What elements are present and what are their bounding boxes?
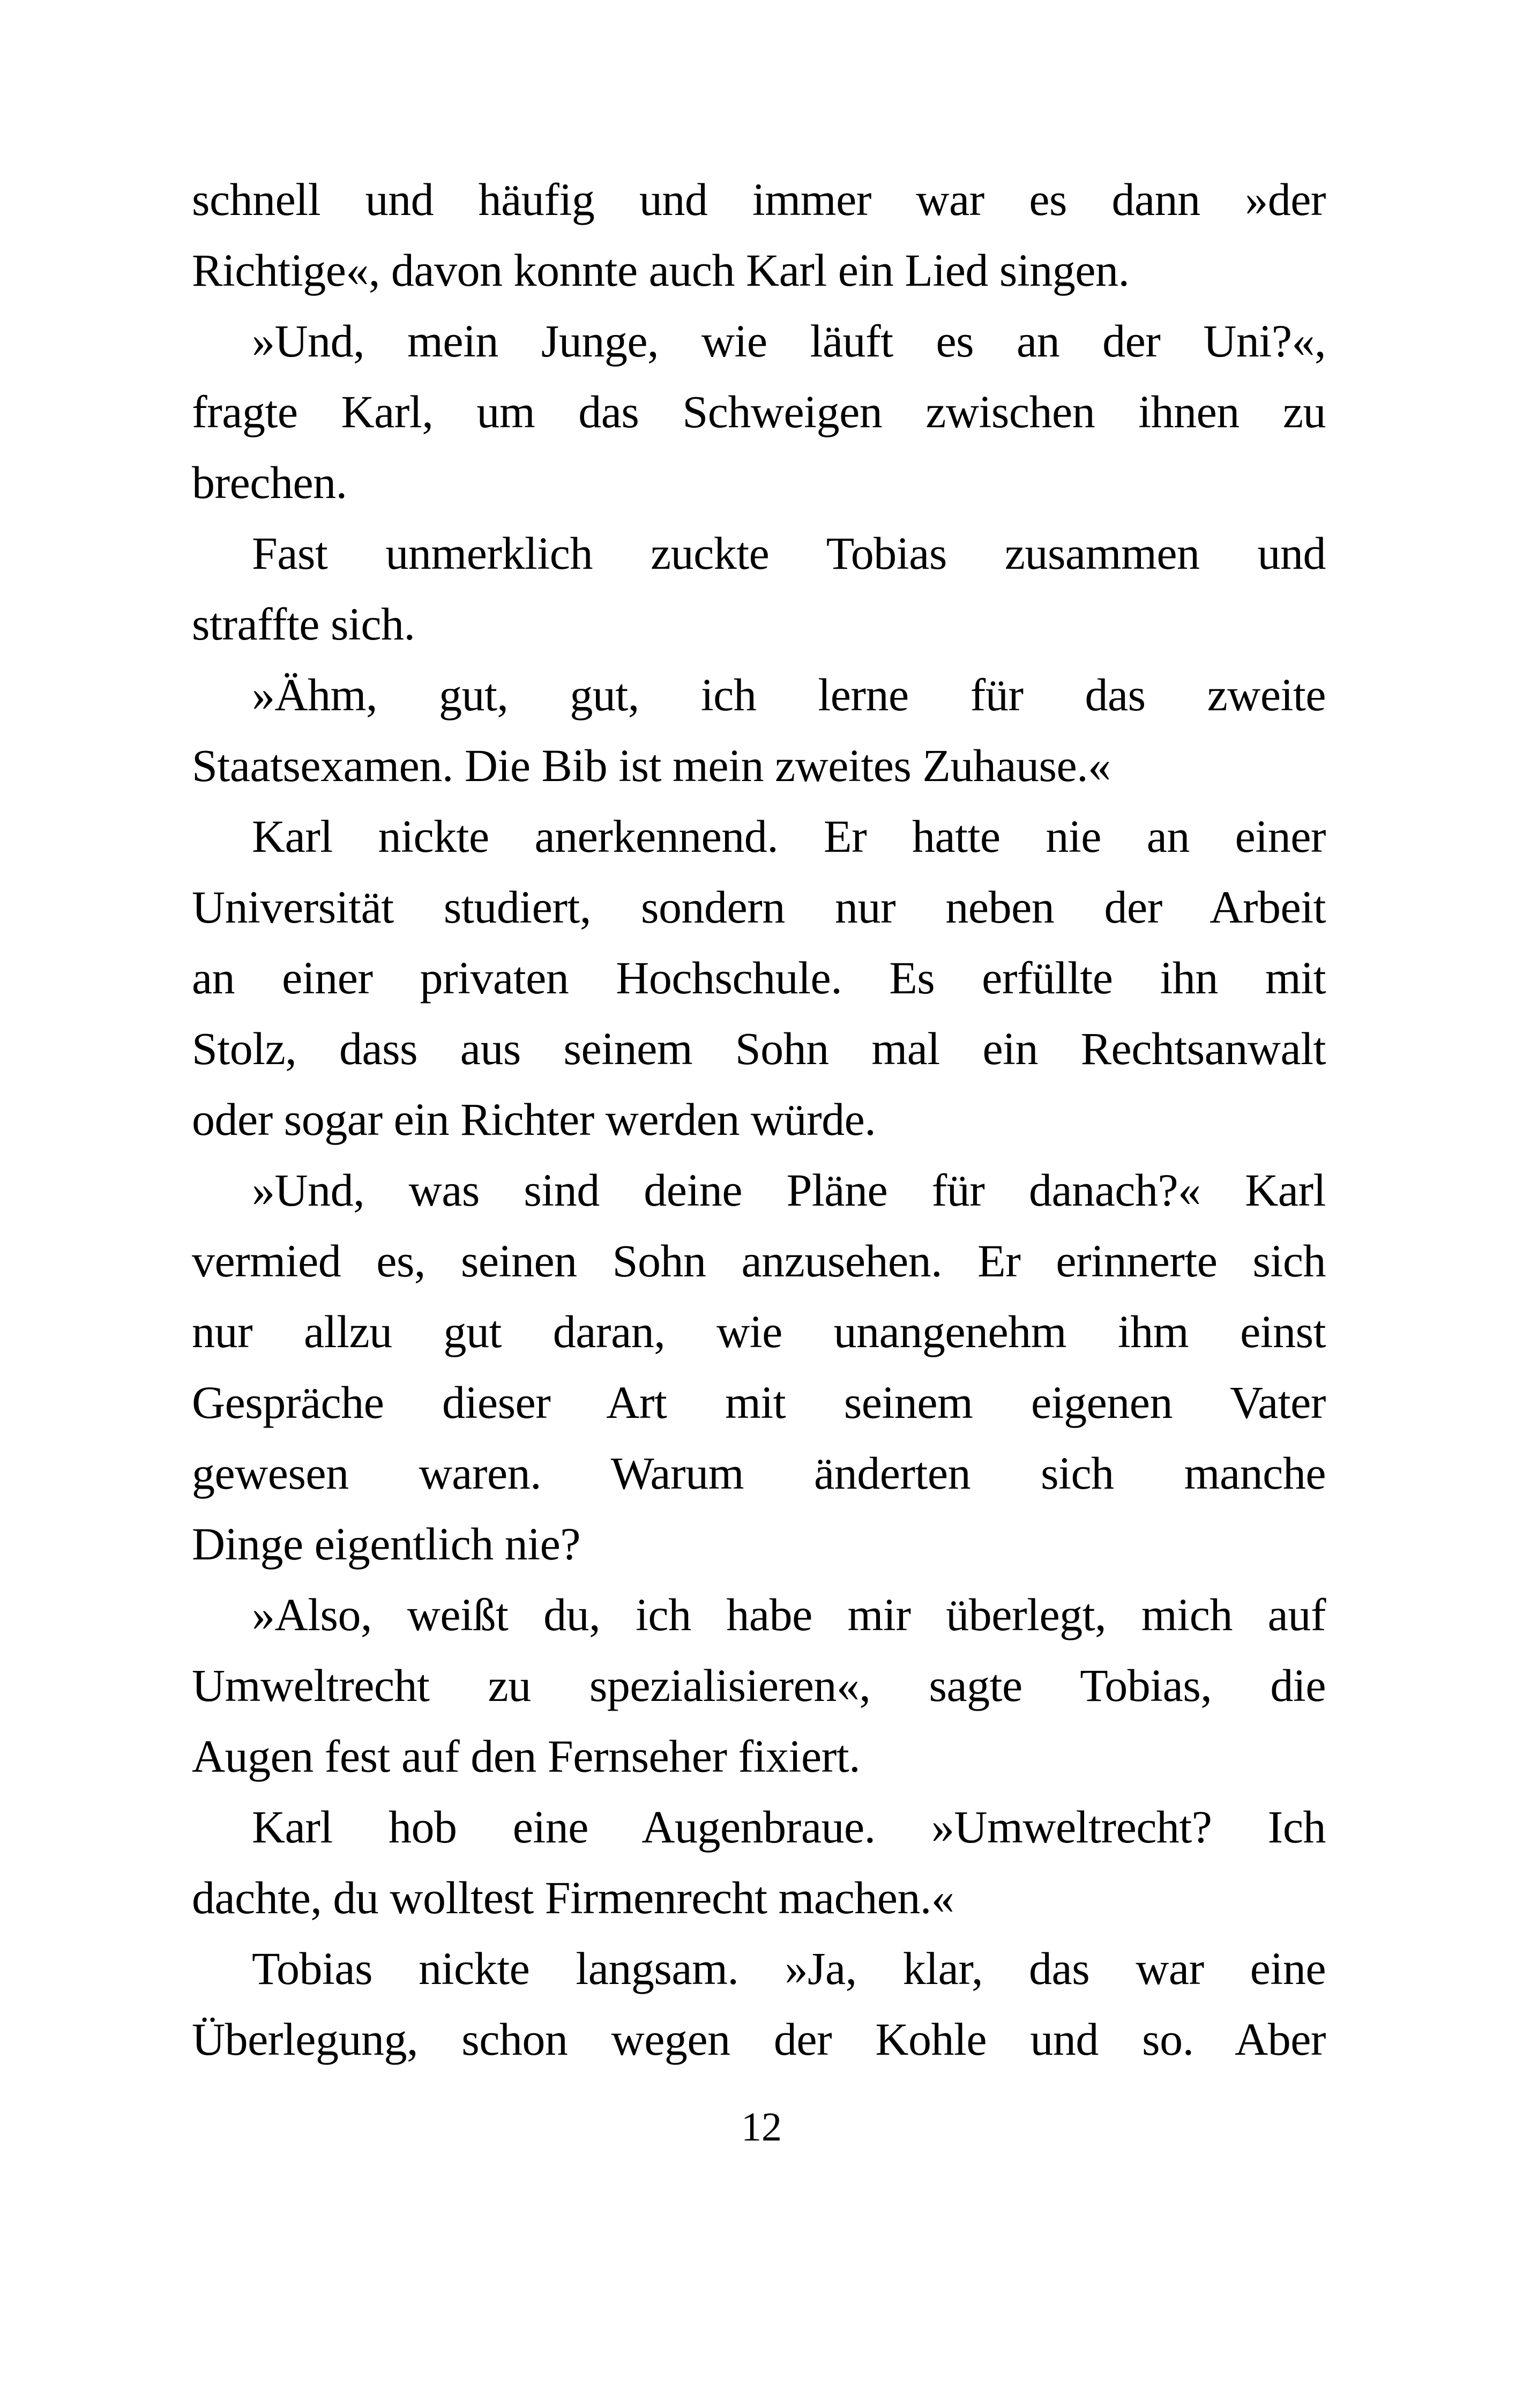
text-line: nur allzu gut daran, wie unangenehm ihm einst bbox=[192, 1306, 1326, 1357]
text-line: Überlegung, schon wegen der Kohle und so. Aber bbox=[192, 2013, 1326, 2065]
text-line: vermied es, seinen Sohn anzusehen. Er erinnerte sich bbox=[192, 1235, 1326, 1287]
page-text bbox=[192, 164, 1326, 2075]
text-line: Karl nickte anerkennend. Er hatte nie an einer bbox=[252, 811, 1326, 862]
text-line: Richtige«, davon konnte auch Karl ein Lied singen. bbox=[192, 244, 1130, 296]
text-line: dachte, du wolltest Firmenrecht machen.« bbox=[192, 1872, 954, 1923]
text-line: Augen fest auf den Fernseher fixiert. bbox=[192, 1730, 861, 1782]
text-line: brechen. bbox=[192, 457, 347, 508]
text-line: Umweltrecht zu spezialisieren«, sagte Tobias, die bbox=[192, 1660, 1326, 1711]
text-line: Tobias nickte langsam. »Ja, klar, das war eine bbox=[252, 1943, 1326, 1994]
page-number: 12 bbox=[741, 2105, 782, 2150]
text-line: Gespräche dieser Art mit seinem eigenen Vater bbox=[192, 1377, 1326, 1428]
text-line: »Und, mein Junge, wie läuft es an der Uni?«, bbox=[252, 315, 1326, 367]
text-line: Dinge eigentlich nie? bbox=[192, 1518, 580, 1570]
text-line: Karl hob eine Augenbraue. »Umweltrecht? Ich bbox=[252, 1801, 1326, 1853]
text-line: Universität studiert, sondern nur neben der Arbeit bbox=[192, 881, 1326, 933]
text-line: gewesen waren. Warum änderten sich manche bbox=[192, 1447, 1326, 1499]
text-line: fragte Karl, um das Schweigen zwischen ihnen zu bbox=[192, 386, 1326, 437]
text-line: »Ähm, gut, gut, ich lerne für das zweite bbox=[252, 669, 1326, 720]
text-line: oder sogar ein Richter werden würde. bbox=[192, 1094, 876, 1145]
text-line: an einer privaten Hochschule. Es erfüllte ihn mit bbox=[192, 952, 1326, 1004]
text-line: »Also, weißt du, ich habe mir überlegt, mich auf bbox=[252, 1589, 1326, 1640]
text-line: »Und, was sind deine Pläne für danach?« Karl bbox=[252, 1164, 1326, 1216]
text-line: Stolz, dass aus seinem Sohn mal ein Rechtsanwalt bbox=[192, 1023, 1326, 1074]
text-line: straffte sich. bbox=[192, 598, 415, 650]
text-line: Fast unmerklich zuckte Tobias zusammen und bbox=[252, 527, 1326, 579]
text-line: schnell und häufig und immer war es dann »der bbox=[192, 174, 1326, 225]
text-line: Staatsexamen. Die Bib ist mein zweites Zuhause.« bbox=[192, 740, 1111, 791]
